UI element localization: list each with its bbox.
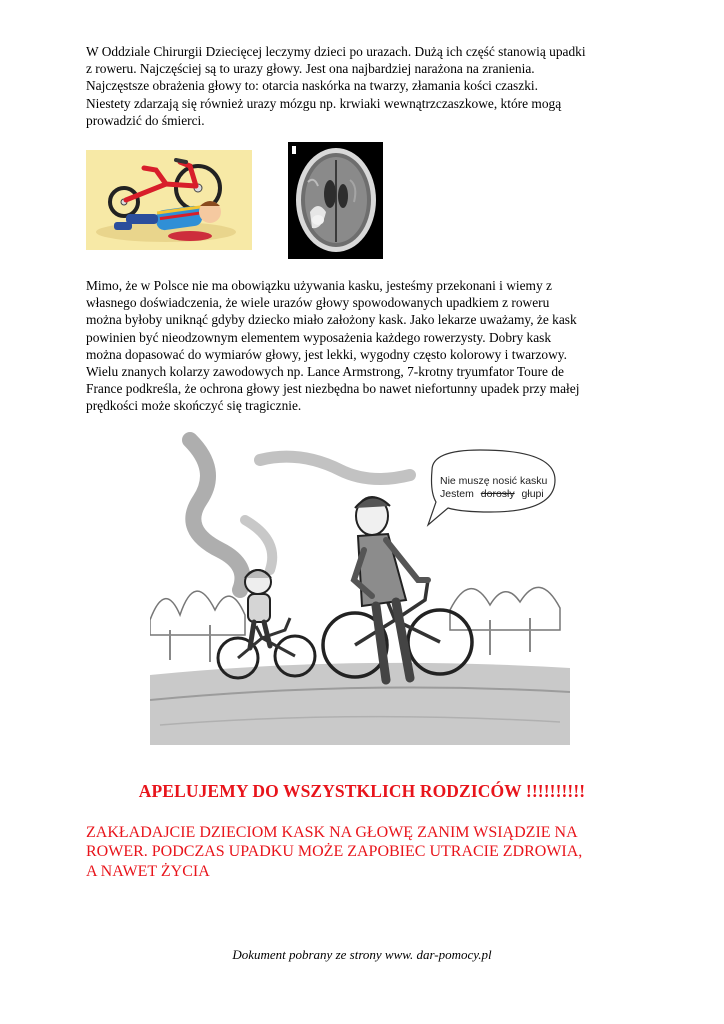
speech-word-glupi: głupi — [521, 488, 544, 500]
paragraph-line: prowadzić do śmierci. — [86, 112, 205, 128]
paragraph-line: Najczęstsze obrażenia głowy to: otarcia naskórka na twarzy, złamania kości czaszki. — [86, 78, 538, 94]
paragraph-line: France podkreśla, że ochrona głowy jest niezbędna bo nawet niefortunny upadek przy małej — [86, 381, 580, 397]
paragraph-line: powinien być nieodzownym elementem wyposażenia każdego rowerzysty. Dobry kask — [86, 329, 552, 345]
ct-brain-scan-image — [288, 142, 383, 259]
paragraph-line: można byłoby uniknąć gdyby dziecko miało założony kask. Jako lekarze uważamy, że kask — [86, 312, 577, 328]
speech-word-jestem: Jestem — [440, 488, 474, 500]
appeal-heading: APELUJEMY DO WSZYSTKLICH RODZICÓW !!!!!!!!!! — [138, 781, 586, 801]
child-fallen-from-bike-image — [86, 150, 252, 250]
paragraph-line: Mimo, że w Polsce nie ma obowiązku używania kasku, jesteśmy przekonani i wiemy z — [86, 278, 552, 293]
paragraph-line: można dopasować do wymiarów głowy, jest lekki, wygodny często kolorowy i twarzowy. — [86, 346, 567, 362]
appeal-line: ZAKŁADAJCIE DZIECIOM KASK NA GŁOWĘ ZANIM WSIĄDZIE NA — [86, 824, 578, 841]
paragraph-line: własnego doświadczenia, że wiele urazów głowy spowodowanych upadkiem z roweru — [86, 295, 550, 311]
helmet-paragraph — [86, 277, 646, 415]
paragraph-line: W Oddziale Chirurgii Dziecięcej leczymy dzieci po urazach. Dużą ich część stanowią upadki — [86, 44, 586, 59]
appeal-line: ROWER. PODCZAS UPADKU MOŻE ZAPOBIEC UTRACIE ZDROWIA, — [86, 843, 583, 861]
appeal-line: A NAWET ŻYCIA — [86, 862, 210, 880]
paragraph-line: prędkości może skończyć się tragicznie. — [86, 398, 302, 414]
intro-paragraph — [86, 43, 646, 129]
paragraph-line: z roweru. Najczęściej są to urazy głowy. Jest ona najbardziej narażona na zranienia. — [86, 61, 535, 77]
appeal-text — [86, 823, 646, 881]
footer-source: Dokument pobrany ze strony www. dar-pomocy.pl — [232, 947, 492, 962]
speech-word-struck: dorosły — [480, 488, 515, 500]
speech-bubble — [440, 475, 570, 501]
paragraph-line: Wielu znanych kolarzy zawodowych np. Lance Armstrong, 7-krotny tryumfator Toure de — [86, 364, 564, 380]
paragraph-line: Niestety zdarzają się również urazy mózgu np. krwiaki wewnątrzczaszkowe, które mogą — [86, 95, 562, 111]
speech-line-1: Nie muszę nosić kasku — [440, 475, 548, 487]
